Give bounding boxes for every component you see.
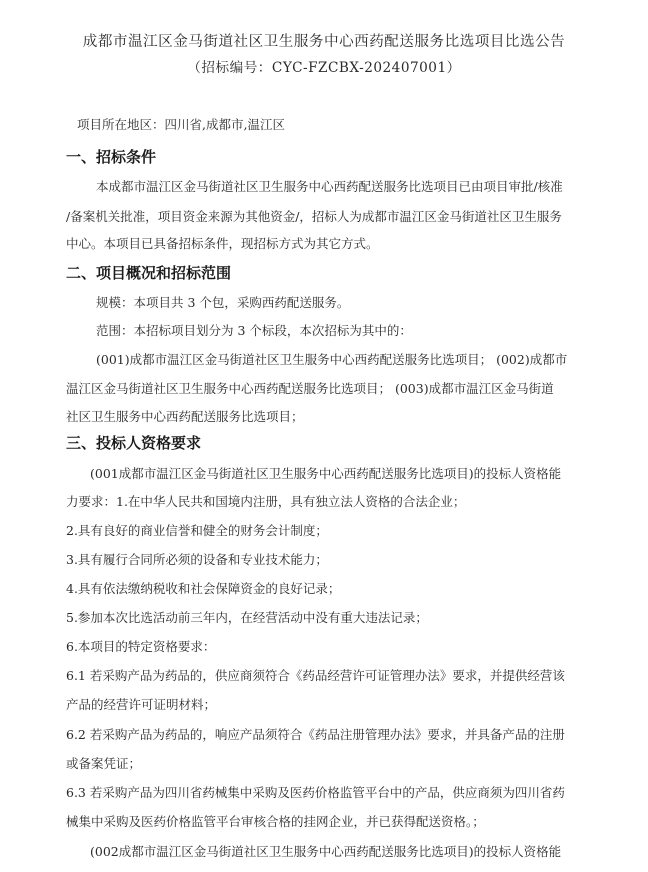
paragraph-line: 范围：本招标项目划分为 3 个标段，本次招标为其中的： xyxy=(96,323,412,338)
project-location: 项目所在地区：四川省,成都市,温江区 xyxy=(77,117,285,132)
paragraph-line: 6.2 若采购产品为药品的，响应产品须符合《药品注册管理办法》要求，并具备产品的注册 xyxy=(66,727,565,742)
paragraph-line: 6.3 若采购产品为四川省药械集中采购及医药价格监管平台中的产品，供应商须为四川省药 xyxy=(66,785,565,800)
tender-number: （招标编号：CYC-FZCBX-202407001） xyxy=(187,60,461,76)
paragraph-line: (001)成都市温江区金马街道社区卫生服务中心西药配送服务比选项目； (002)成都市 xyxy=(96,352,568,367)
paragraph-line: 社区卫生服务中心西药配送服务比选项目； xyxy=(66,409,304,424)
paragraph-line: 温江区金马街道社区卫生服务中心西药配送服务比选项目； (003)成都市温江区金马街道 xyxy=(66,381,554,396)
paragraph-line: 4.具有依法缴纳税收和社会保障资金的良好记录； xyxy=(66,581,341,596)
paragraph-line: 械集中采购及医药价格监管平台审核合格的挂网企业，并已获得配送资格。； xyxy=(66,814,485,829)
section-heading-3: 三、投标人资格要求 xyxy=(66,434,202,452)
paragraph-line: 2.具有良好的商业信誉和健全的财务会计制度； xyxy=(66,523,328,538)
paragraph-line: 产品的经营许可证明材料； xyxy=(66,697,217,712)
paragraph-line: 力要求：1.在中华人民共和国境内注册，具有独立法人资格的合法企业； xyxy=(66,494,466,509)
section-heading-1: 一、招标条件 xyxy=(66,148,157,166)
paragraph-line: 3.具有履行合同所必须的设备和专业技术能力； xyxy=(66,552,328,567)
paragraph-line: 或备案凭证； xyxy=(66,756,142,771)
paragraph-line: (002成都市温江区金马街道社区卫生服务中心西药配送服务比选项目)的投标人资格能 xyxy=(90,844,562,859)
paragraph-line: 6.1 若采购产品为药品的，供应商须符合《药品经营许可证管理办法》要求，并提供经营该 xyxy=(66,668,565,683)
paragraph-line: 6.本项目的特定资格要求： xyxy=(66,639,216,654)
paragraph-line: 本成都市温江区金马街道社区卫生服务中心西药配送服务比选项目已由项目审批/核准 xyxy=(96,179,563,194)
paragraph-line: 中心。本项目已具备招标条件，现招标方式为其它方式。 xyxy=(66,236,379,251)
notice-title: 成都市温江区金马街道社区卫生服务中心西药配送服务比选项目比选公告 xyxy=(82,33,566,50)
paragraph-line: 规模：本项目共 3 个包，采购西药配送服务。 xyxy=(96,295,350,310)
paragraph-line: 5.参加本次比选活动前三年内，在经营活动中没有重大违法记录； xyxy=(66,610,428,625)
section-heading-2: 二、项目概况和招标范围 xyxy=(66,264,232,282)
paragraph-line: (001成都市温江区金马街道社区卫生服务中心西药配送服务比选项目)的投标人资格能 xyxy=(90,466,562,481)
paragraph-line: /备案机关批准，项目资金来源为其他资金/，招标人为成都市温江区金马街道社区卫生服务 xyxy=(66,209,562,224)
